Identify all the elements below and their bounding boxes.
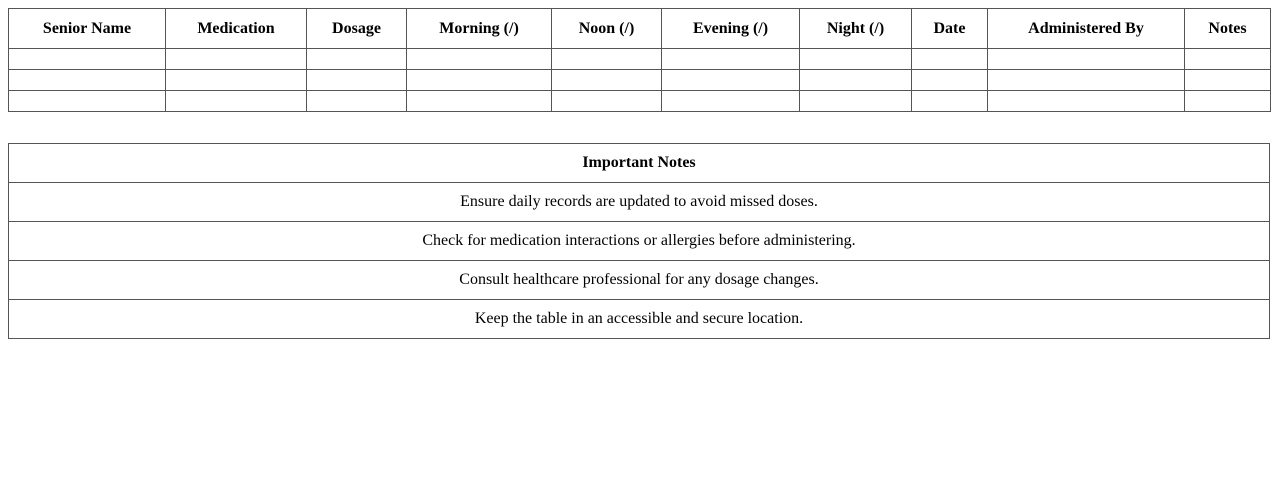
- note-row: [9, 261, 1270, 300]
- table-cell: [552, 91, 662, 112]
- table-cell: [552, 49, 662, 70]
- table-cell: [800, 91, 912, 112]
- column-header-evening: Evening (/): [662, 9, 800, 49]
- important-notes-title: Important Notes: [9, 144, 1270, 183]
- column-header-notes: Notes: [1185, 9, 1271, 49]
- table-cell: [407, 49, 552, 70]
- table-cell: [912, 70, 988, 91]
- table-cell: [662, 91, 800, 112]
- column-header-administered-by: Administered By: [988, 9, 1185, 49]
- medication-log-table: [8, 8, 1271, 112]
- table-cell: [912, 91, 988, 112]
- table-cell: [800, 70, 912, 91]
- note-item: Keep the table in an accessible and secure location.: [9, 300, 1270, 339]
- table-cell: [988, 49, 1185, 70]
- table-cell: [800, 49, 912, 70]
- column-header-date: Date: [912, 9, 988, 49]
- table-cell: [166, 49, 307, 70]
- table-cell: [407, 70, 552, 91]
- column-header-morning: Morning (/): [407, 9, 552, 49]
- table-cell: [307, 91, 407, 112]
- important-notes-table: [8, 143, 1270, 339]
- note-item: Check for medication interactions or allergies before administering.: [9, 222, 1270, 261]
- table-cell: [662, 49, 800, 70]
- table-cell: [552, 70, 662, 91]
- table-cell: [662, 70, 800, 91]
- table-cell: [9, 49, 166, 70]
- column-header-medication: Medication: [166, 9, 307, 49]
- table-cell: [166, 91, 307, 112]
- table-cell: [1185, 70, 1271, 91]
- table-cell: [912, 49, 988, 70]
- table-cell: [407, 91, 552, 112]
- table-cell: [9, 70, 166, 91]
- column-header-senior-name: Senior Name: [9, 9, 166, 49]
- table-cell: [307, 70, 407, 91]
- table-row: [9, 49, 1271, 70]
- page-content: [8, 8, 1270, 339]
- table-cell: [988, 70, 1185, 91]
- column-header-dosage: Dosage: [307, 9, 407, 49]
- table-cell: [988, 91, 1185, 112]
- table-cell: [1185, 49, 1271, 70]
- table-cell: [166, 70, 307, 91]
- column-header-night: Night (/): [800, 9, 912, 49]
- note-row: [9, 222, 1270, 261]
- notes-header-row: [9, 144, 1270, 183]
- table-cell: [307, 49, 407, 70]
- table-cell: [1185, 91, 1271, 112]
- table-header-row: [9, 9, 1271, 49]
- table-row: [9, 91, 1271, 112]
- note-item: Ensure daily records are updated to avoid missed doses.: [9, 183, 1270, 222]
- note-row: [9, 183, 1270, 222]
- table-cell: [9, 91, 166, 112]
- note-row: [9, 300, 1270, 339]
- note-item: Consult healthcare professional for any dosage changes.: [9, 261, 1270, 300]
- table-row: [9, 70, 1271, 91]
- column-header-noon: Noon (/): [552, 9, 662, 49]
